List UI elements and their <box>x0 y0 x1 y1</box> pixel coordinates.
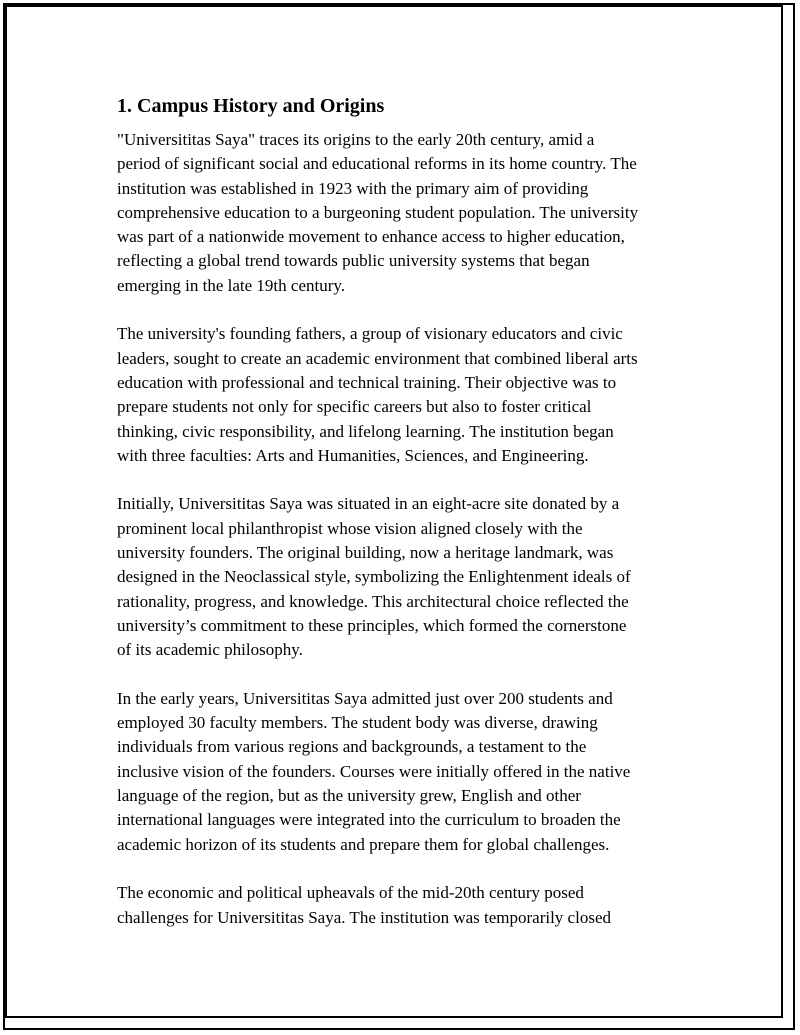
text-line: emerging in the late 19th century. <box>117 275 346 295</box>
paragraph-early-years <box>117 687 692 857</box>
paragraph-original-site <box>117 492 692 662</box>
document-body <box>117 92 692 954</box>
paragraph-founding-fathers <box>117 322 692 468</box>
text-line: In the early years, Universititas Saya admitted just over 200 students and <box>117 688 613 708</box>
text-line: comprehensive education to a burgeoning student population. The university <box>117 202 639 222</box>
text-line: "Universititas Saya" traces its origins to the early 20th century, amid a <box>117 130 595 149</box>
text-line: prominent local philanthropist whose vision aligned closely with the <box>117 518 583 538</box>
text-line: with three faculties: Arts and Humanities, Sciences, and Engineering. <box>117 445 589 465</box>
paragraph-upheavals <box>117 881 692 930</box>
text-line: university’s commitment to these principles, which formed the cornerstone <box>117 615 627 635</box>
paragraph-founding <box>117 128 692 298</box>
text-line: designed in the Neoclassical style, symbolizing the Enlightenment ideals of <box>117 567 631 587</box>
text-line: university founders. The original building, now a heritage landmark, was <box>117 543 614 563</box>
text-line: of its academic philosophy. <box>117 640 303 660</box>
text-line: employed 30 faculty members. The student body was diverse, drawing <box>117 713 598 733</box>
text-line: The university's founding fathers, a group of visionary educators and civic <box>117 324 623 344</box>
text-line: thinking, civic responsibility, and lifelong learning. The institution began <box>117 421 614 441</box>
text-line: prepare students not only for specific careers but also to foster critical <box>117 397 592 417</box>
text-line: The economic and political upheavals of the mid-20th century posed <box>117 883 584 903</box>
text-line: education with professional and technical training. Their objective was to <box>117 372 617 392</box>
text-line: individuals from various regions and backgrounds, a testament to the <box>117 737 587 757</box>
text-line: challenges for Universititas Saya. The institution was temporarily closed <box>117 907 611 927</box>
text-line: period of significant social and educational reforms in its home country. The <box>117 154 637 174</box>
text-line: rationality, progress, and knowledge. This architectural choice reflected the <box>117 591 629 611</box>
section-title: 1. Campus History and Origins <box>117 95 385 117</box>
text-line: leaders, sought to create an academic environment that combined liberal arts <box>117 348 638 368</box>
text-line: academic horizon of its students and prepare them for global challenges. <box>117 834 610 854</box>
text-line: Initially, Universititas Saya was situated in an eight-acre site donated by a <box>117 494 620 514</box>
text-line: inclusive vision of the founders. Courses were initially offered in the native <box>117 761 631 781</box>
text-line: was part of a nationwide movement to enhance access to higher education, <box>117 227 625 247</box>
text-line: international languages were integrated into the curriculum to broaden the <box>117 810 621 830</box>
text-line: language of the region, but as the university grew, English and other <box>117 786 581 806</box>
text-line: institution was established in 1923 with the primary aim of providing <box>117 178 589 198</box>
text-line: reflecting a global trend towards public university systems that began <box>117 251 590 271</box>
